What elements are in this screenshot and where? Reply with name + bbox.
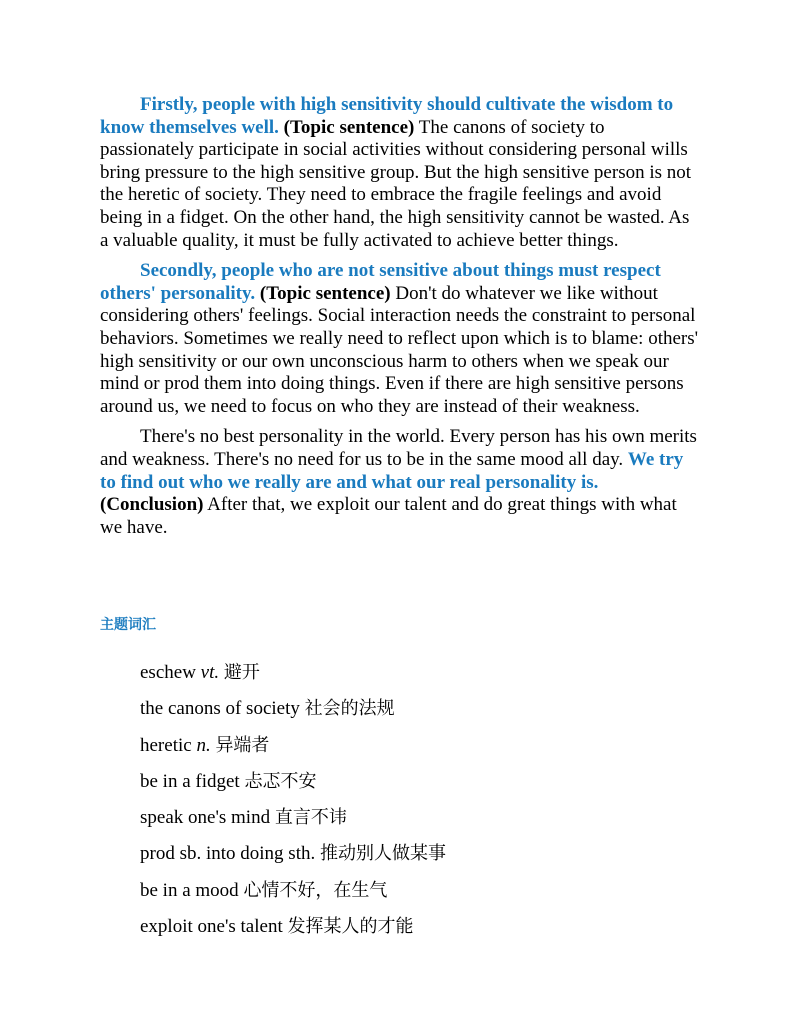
- essay-body: [100, 94, 700, 547]
- vocab-translation: 社会的法规: [304, 698, 395, 720]
- vocab-item: [140, 696, 700, 732]
- vocab-item: [140, 914, 700, 950]
- vocab-translation: 异端者: [215, 734, 270, 756]
- conclusion-tag: (Conclusion): [100, 494, 204, 516]
- vocab-part-of-speech: vt.: [200, 662, 220, 683]
- vocab-term: eschew: [140, 662, 196, 683]
- vocab-translation: 忐忑不安: [244, 770, 317, 792]
- vocab-item: [140, 733, 700, 769]
- vocab-item: [140, 878, 700, 914]
- vocab-item: [140, 660, 700, 696]
- conclusion-sentence: We try to find out who we really are and what our real personality is.: [100, 448, 684, 493]
- vocab-translation: 心情不好，在生气: [243, 879, 388, 901]
- paragraph-conclusion: [100, 426, 700, 539]
- vocab-term: be in a mood: [140, 879, 239, 901]
- vocab-term: heretic: [140, 734, 192, 756]
- paragraph-secondly: [100, 260, 700, 418]
- vocab-heading: 主题词汇: [100, 617, 156, 633]
- vocab-translation: 发挥某人的才能: [287, 916, 414, 938]
- topic-sentence: Firstly, people with high sensitivity should cultivate the wisdom to know themselves well.: [100, 94, 674, 138]
- vocab-term: prod sb. into doing sth.: [140, 843, 316, 865]
- vocab-term: be in a fidget: [140, 770, 240, 792]
- topic-sentence-tag: (Topic sentence): [259, 282, 391, 304]
- vocab-translation: 推动别人做某事: [319, 843, 446, 865]
- vocab-part-of-speech: n.: [196, 734, 211, 756]
- paragraph-text: Don't do whatever we like without considering others' feelings. Social interaction needs the constraint to personal behaviors. Sometimes we really need to reflect upon which is to blame: others' high sensitivity or our own unconscious harm to others when we speak our mind or prod them into doing things. Even if there are high sensitive persons around us, we need to focus on who they are instead of their weakness.: [100, 282, 699, 417]
- topic-sentence: Secondly, people who are not sensitive about things must respect others' personality.: [100, 260, 661, 304]
- topic-sentence-tag: (Topic sentence): [283, 116, 415, 138]
- vocab-item: [140, 769, 700, 805]
- vocab-translation: 直言不讳: [274, 807, 347, 829]
- vocab-term: the canons of society: [140, 698, 300, 720]
- vocab-term: speak one's mind: [140, 807, 271, 829]
- paragraph-firstly: [100, 94, 700, 252]
- vocab-item: [140, 841, 700, 877]
- paragraph-text: The canons of society to passionately participate in social activities without considering personal wills bring pressure to the high sensitive group. But the high sensitive person is not the heretic of society. They need to embrace the fragile feelings and avoid being in a fidget. On the other hand, the high sensitivity cannot be wasted. As a valuable quality, it must be fully activated to achieve better things.: [100, 116, 692, 251]
- vocab-item: [140, 805, 700, 841]
- vocab-translation: 避开: [223, 662, 260, 683]
- vocab-list: [140, 660, 700, 950]
- conclusion-text: After that, we exploit our talent and do great things with what we have.: [100, 494, 677, 538]
- vocab-term: exploit one's talent: [140, 916, 283, 938]
- conclusion-intro: There's no best personality in the world. Every person has his own merits and weakness. There's no need for us to be in the same mood all day.: [100, 426, 697, 470]
